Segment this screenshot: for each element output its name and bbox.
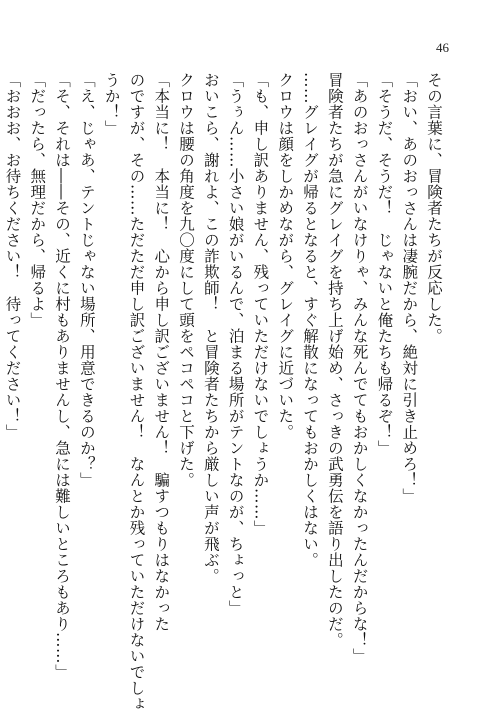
text-line: 「だったら、無理だから、帰るよ」	[28, 72, 47, 328]
text-line: 「も、申し訳ありません、残っていただけないでしょうか……」	[251, 72, 270, 536]
text-line: 「そうだ、そうだ！ じゃないと俺たちも帰るぞ！」	[375, 72, 394, 456]
text-line: 「本当に！ 本当に！ 心から申し訳ございません！ 騙すつもりはなかった	[152, 72, 171, 632]
text-line: クロウは腰の角度を九〇度にして頭をペコペコと下げた。	[177, 72, 196, 488]
text-line: おいこら、謝れよ、この詐欺師！ と冒険者たちから厳しい声が飛ぶ。	[201, 72, 220, 584]
text-line: 「おい、あのおっさんは凄腕だから、絶対に引き止めろ！」	[400, 72, 419, 504]
text-line: その言葉に、冒険者たちが反応した。	[425, 72, 443, 344]
page-number: 46	[436, 40, 449, 55]
text-line: うか！」	[102, 72, 121, 136]
vertical-text-body	[0, 72, 446, 712]
text-line: ……グレイグが帰るとなると、すぐ解散になってもおかしくはない。	[301, 72, 320, 568]
text-line: 「あのおっさんがいなけりゃ、みんな死んでてもおかしくなかったんだからな！」	[350, 72, 369, 664]
text-line: 「そ、それは――その、近くに村もありませんし、急には難しいところもあり……」	[53, 72, 72, 680]
text-line: クロウは顔をしかめながら、グレイグに近づいた。	[276, 72, 295, 440]
text-line: 「おおお、お待ちください！ 待ってください！」	[3, 72, 22, 440]
text-line: 冒険者たちが急にグレイグを持ち上げ始め、さっきの武勇伝を語り出したのだ。	[325, 72, 344, 648]
text-line: 「うぅん……小さい娘がいるんで、泊まる場所がテントなのが、ちょっと」	[226, 72, 245, 616]
text-line: のですが、その……ただただ申し訳ございません！ なんとか残っていただけないでしょ	[127, 72, 146, 712]
text-line: 「え、じゃあ、テントじゃない場所、用意できるのか？」	[77, 72, 96, 488]
